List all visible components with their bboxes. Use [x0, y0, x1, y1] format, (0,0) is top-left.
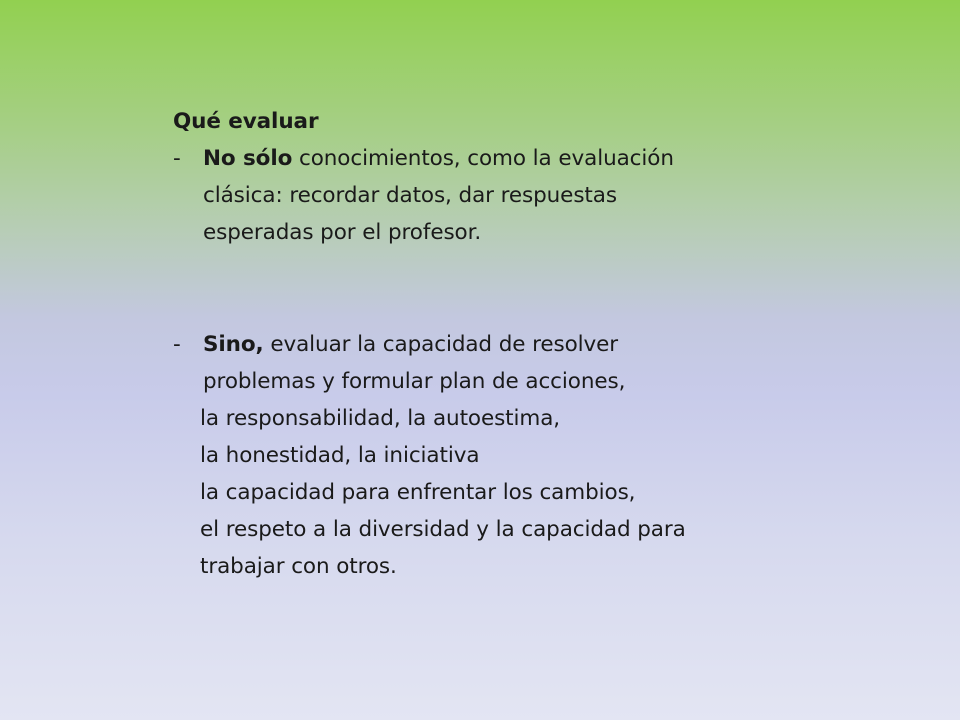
- bullet-line: [203, 326, 833, 363]
- bullet-line: trabajar con otros.: [200, 554, 397, 579]
- bullet-text: conocimientos, como la evaluación: [292, 146, 674, 171]
- bullet-text: evaluar la capacidad de resolver: [263, 332, 619, 357]
- bullet-line: la responsabilidad, la autoestima,: [200, 406, 561, 431]
- bullet-line: problemas y formular plan de acciones,: [203, 369, 626, 394]
- bullet-dash: -: [173, 146, 181, 171]
- bullet-line: el respeto a la diversidad y la capacidad para: [200, 517, 686, 542]
- bullet-bold-lead: No sólo: [203, 146, 293, 171]
- bullet-sino: [173, 326, 833, 585]
- slide-content: [173, 103, 833, 585]
- bullet-line: la capacidad para enfrentar los cambios,: [200, 480, 636, 505]
- spacer: [173, 251, 833, 326]
- bullet-line: la honestidad, la iniciativa: [200, 443, 480, 468]
- bullet-dash: -: [173, 332, 181, 357]
- bullet-line: [203, 140, 833, 177]
- bullet-bold-lead: Sino,: [203, 332, 264, 357]
- bullet-line: clásica: recordar datos, dar respuestas: [203, 183, 617, 208]
- slide-heading: Qué evaluar: [173, 109, 319, 134]
- bullet-line: esperadas por el profesor.: [203, 220, 482, 245]
- bullet-no-solo: [173, 140, 833, 251]
